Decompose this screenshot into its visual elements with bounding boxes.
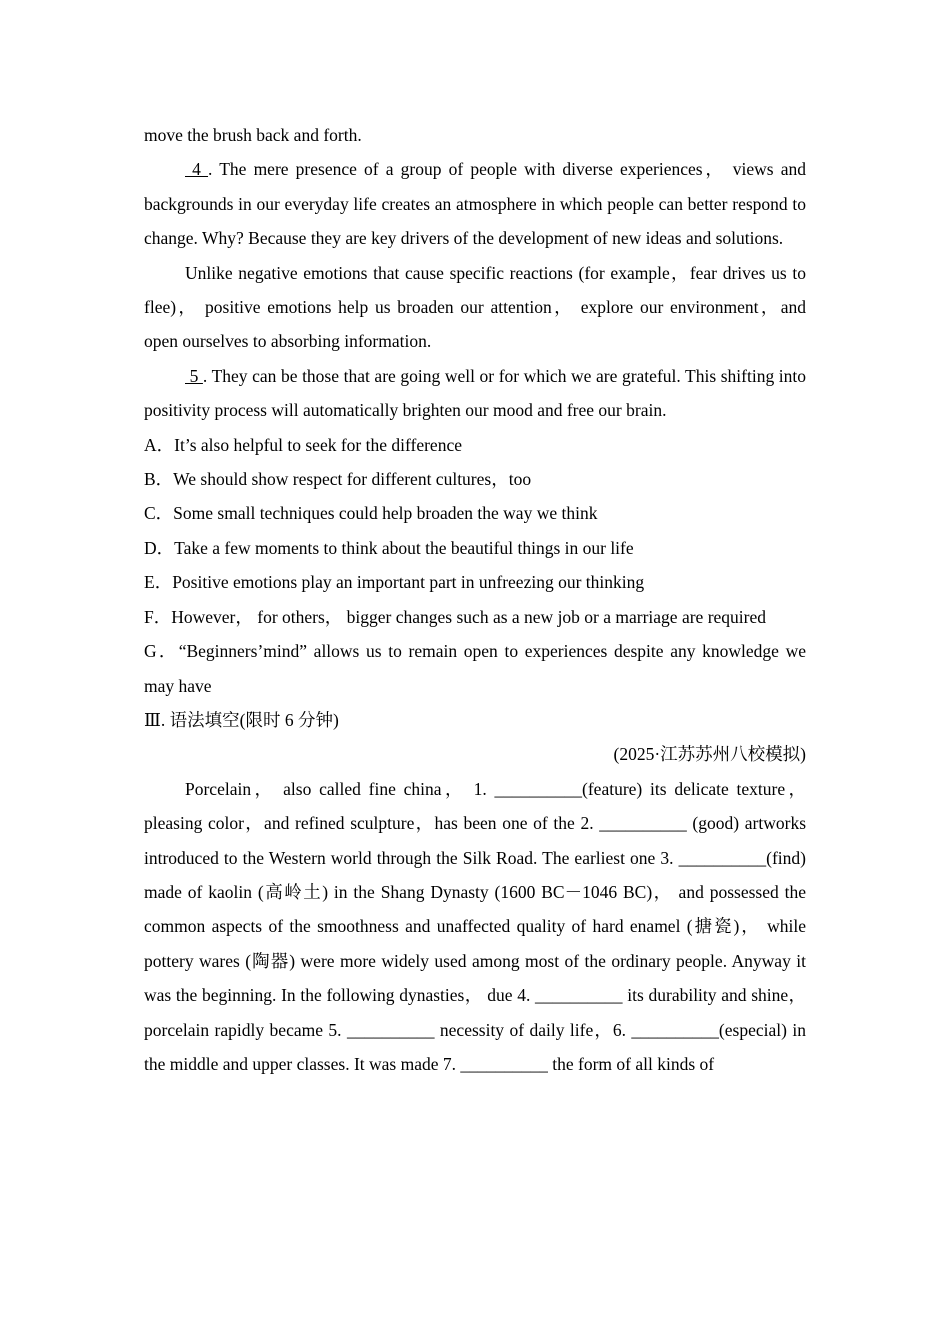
grammar-passage: Porcelain， also called fine china， 1. __________(feature) its delicate texture，pleasing color，and refined sculpture，has been one of the 2. __________ (good) artworks introduced to the Western world through the Silk Road. The earliest one 3. __________(find) made of kaolin (高岭土) in the Shang Dynasty (1600 BC－1046 BC)， and possessed the common aspects of the smoothness and unaffected quality of hard enamel (搪瓷)， while pottery wares (陶器) were more widely used among most of the ordinary people. Anyway it was the beginning. In the following dynasties， due 4. __________ its durability and shine， porcelain rapidly became 5. __________ necessity of daily life，6. __________(especial) in the middle and upper classes. It was made 7. __________ the form of all kinds of [144,778,806,1074]
document-page [144,118,806,1081]
option-f: F．However， for others， bigger changes such as a new job or a marriage are required [144,606,766,627]
answer-blank-5: 5 [185,365,203,386]
option-g: G．“Beginners’mind” allows us to remain open to experiences despite any knowledge we may have [144,641,806,696]
passage-line: move the brush back and forth. [144,125,362,145]
section-heading: Ⅲ. 语法填空(限时 6 分钟) [144,709,339,730]
paragraph-text: . The mere presence of a group of people with diverse experiences， views and backgrounds in our everyday life creates an atmosphere in which people can better respond to change. Why? Because they are key drivers of the development of new ideas and solutions. [144,159,806,249]
option-b: B．We should show respect for different cultures，too [144,469,532,490]
paragraph-q4 [144,152,806,255]
answer-blank-4: 4 [185,159,209,180]
source-note: (2025·江苏苏州八校模拟) [613,744,806,765]
option-c: C．Some small techniques could help broaden the way we think [144,503,598,524]
option-d: D．Take a few moments to think about the beautiful things in our life [144,537,634,558]
option-e: E．Positive emotions play an important part in unfreezing our thinking [144,572,645,593]
option-a: A．It’s also helpful to seek for the difference [144,434,462,455]
paragraph-text: . They can be those that are going well or for which we are grateful. This shifting into positivity process will automatically brighten our mood and free our brain. [144,365,807,421]
paragraph-q5 [144,359,806,428]
paragraph-unlike: Unlike negative emotions that cause specific reactions (for example，fear drives us to flee)， positive emotions help us broaden our attention， explore our environment，and open ourselves to absorbing information. [144,262,806,352]
